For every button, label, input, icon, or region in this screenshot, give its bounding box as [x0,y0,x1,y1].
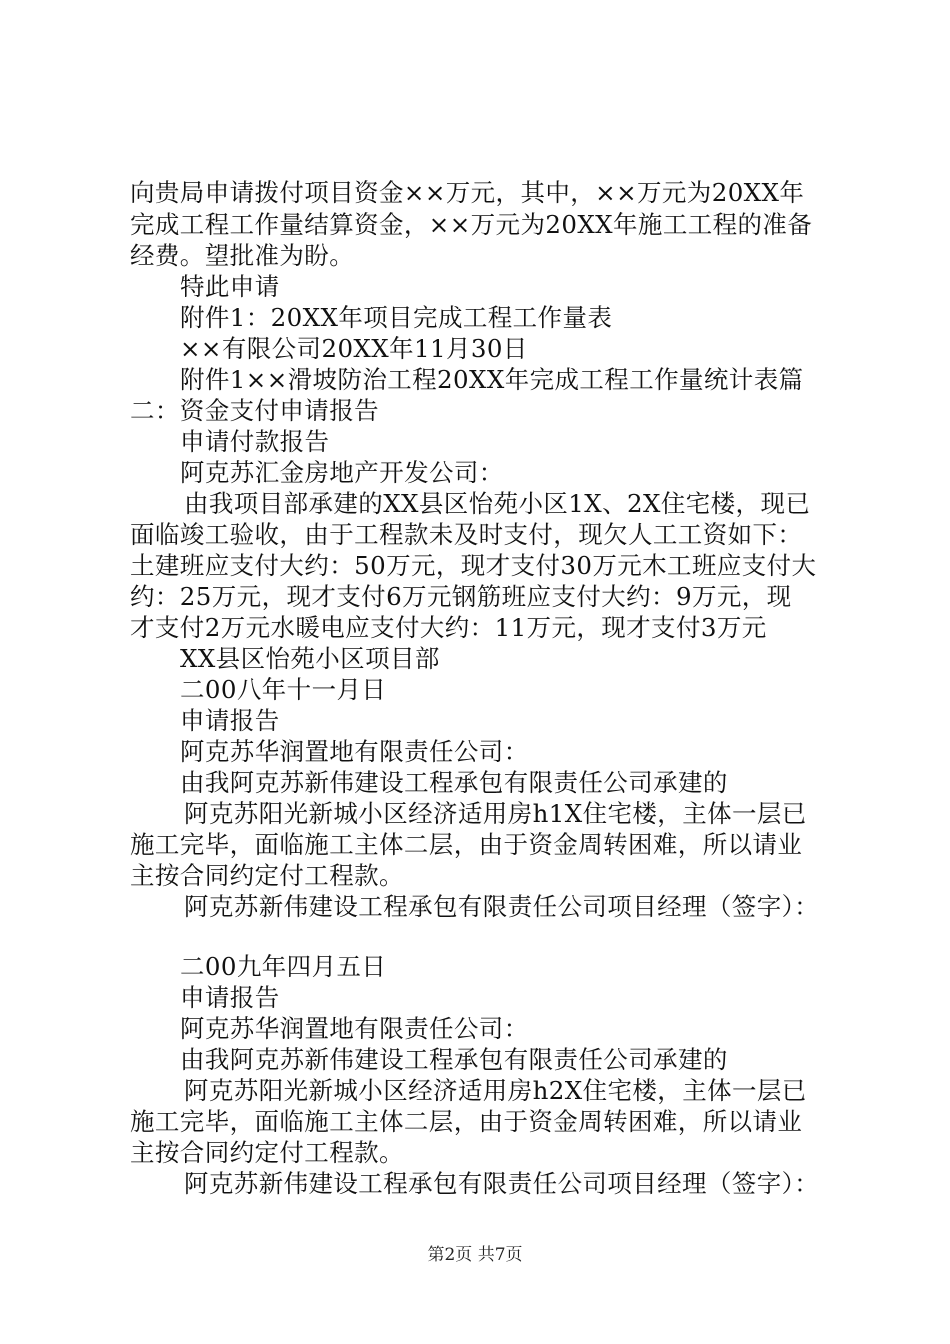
body-line: 才支付2万元水暖电应支付大约：11万元，现才支付3万元 [130,613,767,642]
body-line: 完成工程工作量结算资金，××万元为20XX年施工工程的准备 [130,210,813,239]
body-line: 经费。望批准为盼。 [130,241,355,270]
body-line: 由我阿克苏新伟建设工程承包有限责任公司承建的 [180,768,728,797]
body-line: 施工完毕，面临施工主体二层，由于资金周转困难，所以请业 [130,830,803,859]
body-line: 阿克苏阳光新城小区经济适用房h2X住宅楼，主体一层已 [184,1076,807,1105]
body-line: 主按合同约定付工程款。 [130,1138,404,1167]
body-line: 约：25万元，现才支付6万元钢筋班应支付大约：9万元，现 [130,582,792,611]
body-line: 土建班应支付大约：50万元，现才支付30万元木工班应支付大 [130,551,817,580]
signature-line: 阿克苏新伟建设工程承包有限责任公司项目经理（签字）： [184,1169,820,1198]
report-title: 申请报告 [180,706,280,735]
addressee: 阿克苏华润置地有限责任公司： [180,737,529,766]
body-line: 施工完毕，面临施工主体二层，由于资金周转困难，所以请业 [130,1107,803,1136]
signature-line: XX县区怡苑小区项目部 [180,644,440,673]
body-line: 主按合同约定付工程款。 [130,861,404,890]
attachment-line: 附件1：20XX年项目完成工程工作量表 [180,303,613,332]
body-line: 向贵局申请拨付项目资金××万元，其中，××万元为20XX年 [130,178,805,207]
page-number-footer: 第2页 共7页 [427,1245,523,1265]
date-line: 二00九年四月五日 [180,952,387,981]
body-line: 面临竣工验收，由于工程款未及时支付，现欠人工工资如下： [130,520,803,549]
body-line: 由我项目部承建的XX县区怡苑小区1X、2X住宅楼，现已 [184,489,811,518]
report-title: 申请付款报告 [180,427,330,456]
section-heading: 二：资金支付申请报告 [130,396,379,425]
report-title: 申请报告 [180,983,280,1012]
addressee: 阿克苏汇金房地产开发公司： [180,458,504,487]
body-line: 阿克苏阳光新城小区经济适用房h1X住宅楼，主体一层已 [184,799,807,828]
signature-line: ××有限公司20XX年11月30日 [180,334,528,363]
signature-line: 阿克苏新伟建设工程承包有限责任公司项目经理（签字）： [184,892,820,921]
attachment-line: 附件1××滑坡防治工程20XX年完成工程工作量统计表篇 [180,365,804,394]
body-line: 特此申请 [180,272,280,301]
addressee: 阿克苏华润置地有限责任公司： [180,1014,529,1043]
body-line: 由我阿克苏新伟建设工程承包有限责任公司承建的 [180,1045,728,1074]
date-line: 二00八年十一月日 [180,675,387,704]
